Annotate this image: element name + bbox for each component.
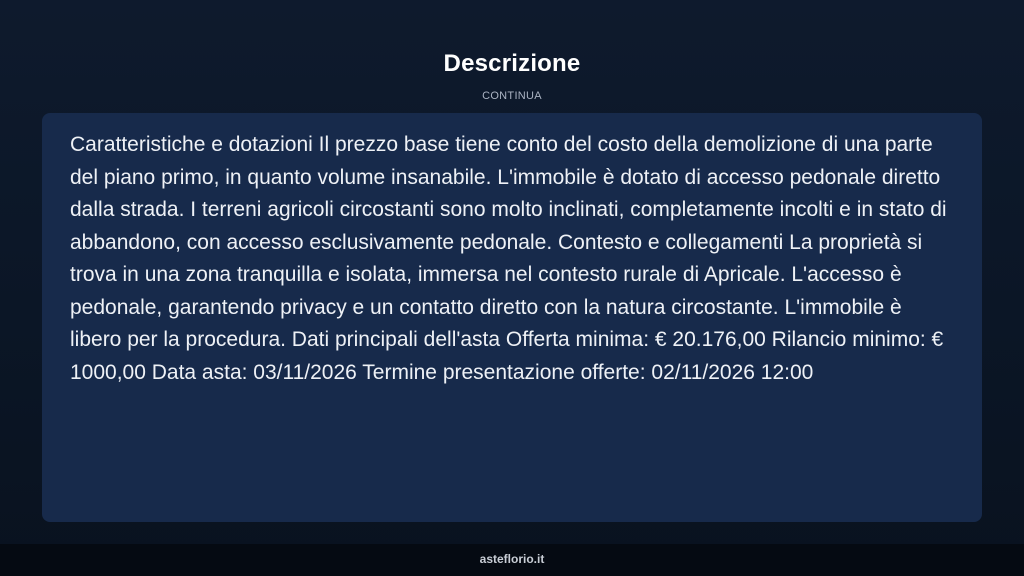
description-text: Caratteristiche e dotazioni Il prezzo base tiene conto del costo della demolizione di una parte del piano primo, in quanto volume insanabile. L'immobile è dotato di accesso pedonale diretto dalla strada. I terreni agricoli circostanti sono molto inclinati, completamente incolti e in stato di abbandono, con accesso esclusivamente pedonale. Contesto e collegamenti La proprietà si trova in una zona tranquilla e isolata, immersa nel contesto rurale di Apricale. L'accesso è pedonale, garantendo privacy e un contatto diretto con la natura circostante. L'immobile è libero per la procedura. Dati principali dell'asta Offerta minima: € 20.176,00 Rilancio minimo: € 1000,00 Data asta: 03/11/2026 Termine presentazione offerte: 02/11/2026 12:00 [70, 133, 947, 384]
footer-site-link[interactable]: asteflorio.it [479, 552, 545, 566]
page-title: Descrizione [443, 50, 581, 77]
continua-label: CONTINUA [482, 90, 542, 102]
description-card [42, 113, 982, 522]
footer-bar [0, 544, 1024, 576]
